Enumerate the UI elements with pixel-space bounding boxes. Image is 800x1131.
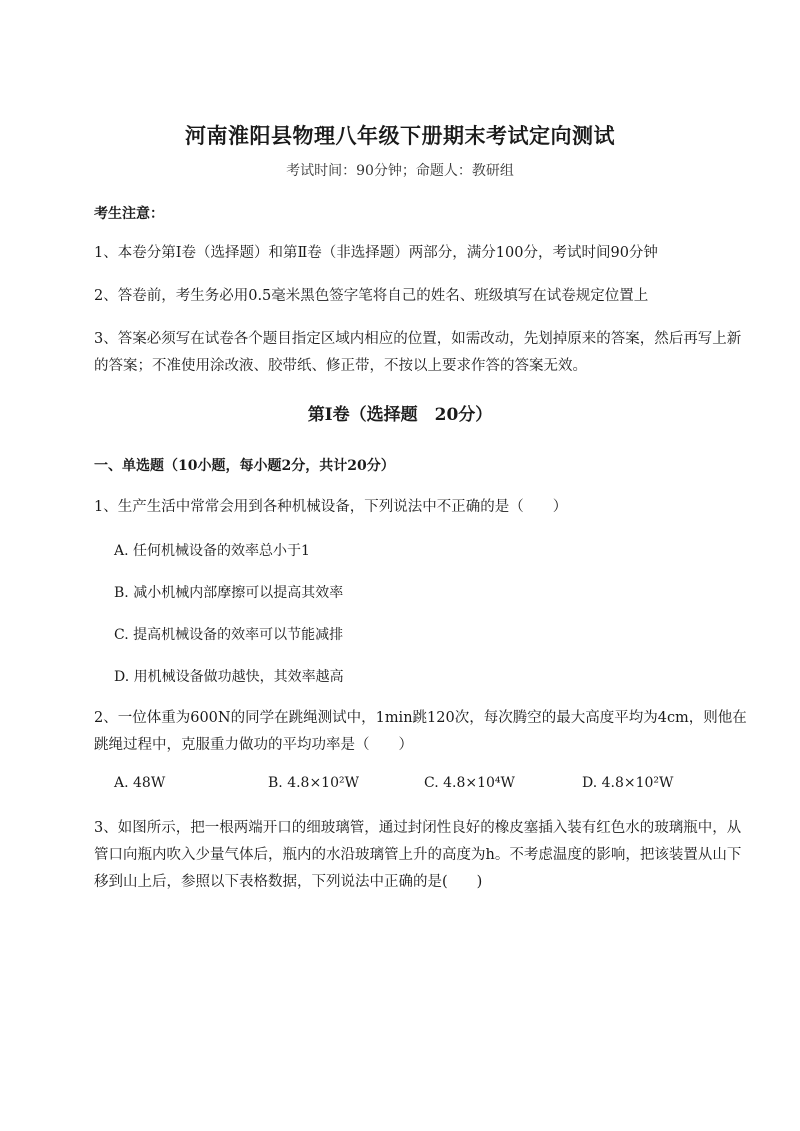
question-2-option-a: A. 48W (114, 775, 166, 791)
section-title: 第Ⅰ卷（选择题 20分） (307, 405, 493, 425)
question-1-option-d: D. 用机械设备做功越快，其效率越高 (114, 669, 344, 685)
notice-item-3: 3、答案必须写在试卷各个题目指定区域内相应的位置，如需改动，先划掉原来的答案，然后再写上新的答案；不准使用涂改液、胶带纸、修正带，不按以上要求作答的答案无效。 (94, 331, 742, 374)
question-2-stem: 2、一位体重为600N的同学在跳绳测试中，1min跳120次，每次腾空的最大高度平均为4cm，则他在跳绳过程中，克服重力做功的平均功率是（ ） (94, 710, 747, 753)
part-heading: 一、单选题（10小题，每小题2分，共计20分） (94, 458, 395, 474)
question-1-option-c: C. 提高机械设备的效率可以节能减排 (114, 627, 344, 643)
page-title: 河南淮阳县物理八年级下册期末考试定向测试 (185, 123, 615, 148)
page-subtitle: 考试时间：90分钟；命题人：教研组 (286, 163, 514, 179)
question-1-stem: 1、生产生活中常常会用到各种机械设备，下列说法中不正确的是（ ） (94, 499, 568, 515)
question-2-option-c: C. 4.8×10⁴W (424, 775, 515, 791)
question-1-option-b: B. 减小机械内部摩擦可以提高其效率 (114, 585, 344, 601)
question-2-option-b: B. 4.8×10²W (268, 775, 359, 791)
notice-item-2: 2、答卷前，考生务必用0.5毫米黑色签字笔将自己的姓名、班级填写在试卷规定位置上 (94, 288, 649, 304)
question-2-option-d: D. 4.8×10²W (582, 775, 674, 791)
question-3-stem: 3、如图所示，把一根两端开口的细玻璃管，通过封闭性良好的橡皮塞插入装有红色水的玻璃瓶中，从管口向瓶内吹入少量气体后，瓶内的水沿玻璃管上升的高度为h。不考虑温度的影响，把该装置从山下移到山上后，参照以下表格数据，下列说法中正确的是( ) (94, 820, 742, 890)
notice-item-1: 1、本卷分第Ⅰ卷（选择题）和第Ⅱ卷（非选择题）两部分，满分100分，考试时间90分钟 (94, 245, 658, 261)
question-1-option-a: A. 任何机械设备的效率总小于1 (114, 543, 310, 559)
notice-heading: 考生注意： (94, 206, 164, 222)
